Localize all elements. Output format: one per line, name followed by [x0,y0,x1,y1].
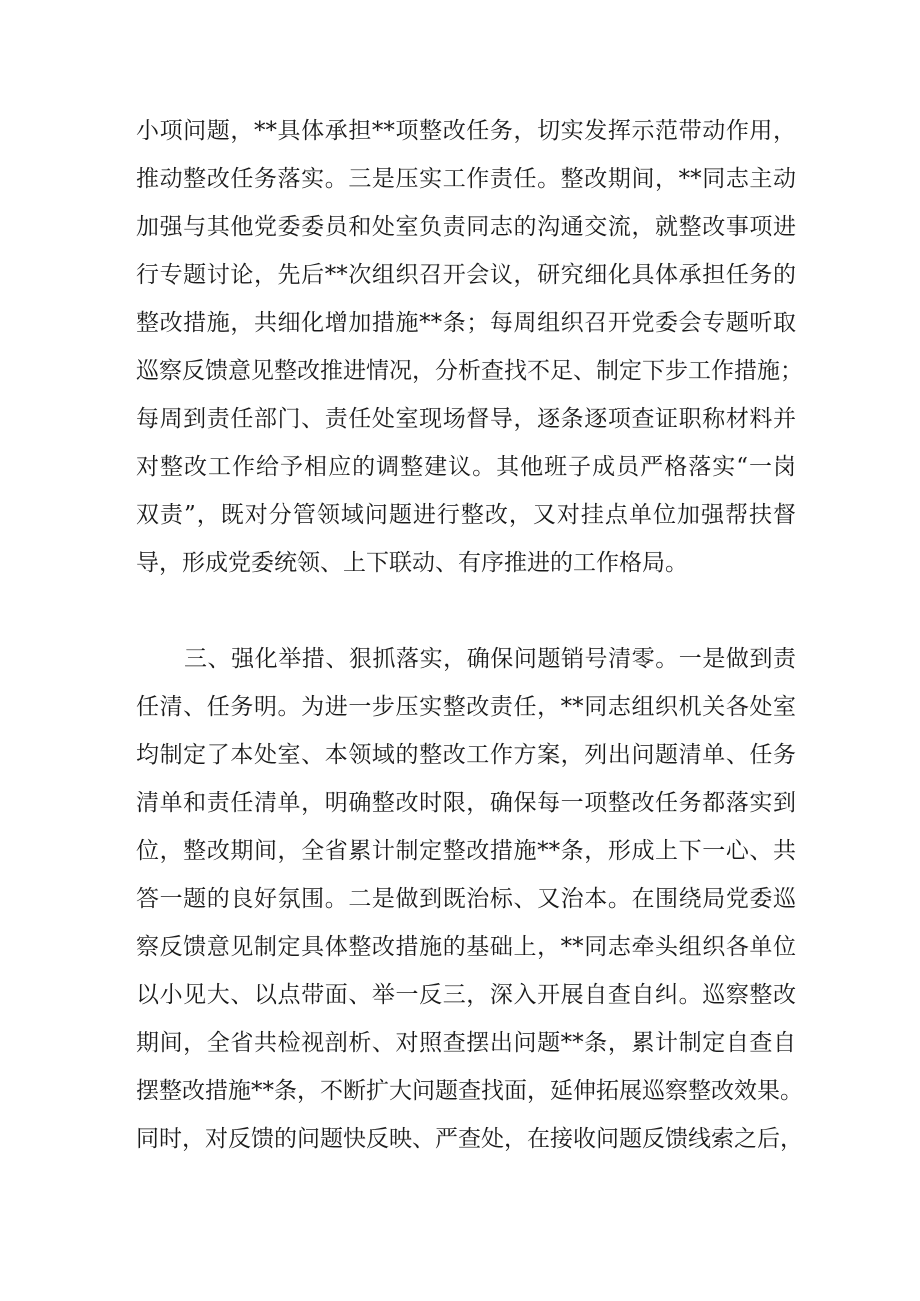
text-line: 导，形成党委统领、上下联动、有序推进的工作格局。 [136,550,688,576]
text-line: 期间，全省共检视剖析、对照查摆出问题**条，累计制定自查自 [136,1030,796,1056]
text-line: 行专题讨论，先后**次组织召开会议，研究细化具体承担任务的 [136,262,796,288]
text-line: 加强与其他党委委员和处室负责同志的沟通交流，就整改事项进 [136,214,796,240]
text-line: 清单和责任清单，明确整改时限，确保每一项整改任务都落实到 [136,790,796,816]
text-line: 巡察反馈意见整改推进情况，分析查找不足、制定下步工作措施； [136,358,803,384]
text-line: 推动整改任务落实。三是压实工作责任。整改期间，**同志主动 [136,166,796,192]
text-line: 察反馈意见制定具体整改措施的基础上，**同志牵头组织各单位 [136,934,796,960]
text-line: 同时，对反馈的问题快反映、严查处，在接收问题反馈线索之后， [136,1126,803,1152]
text-line: 对整改工作给予相应的调整建议。其他班子成员严格落实“一岗 [136,454,796,480]
text-line: 每周到责任部门、责任处室现场督导，逐条逐项查证职称材料并 [136,406,796,432]
text-line: 位，整改期间，全省累计制定整改措施**条，形成上下一心、共 [136,838,796,864]
text-line: 答一题的良好氛围。二是做到既治标、又治本。在围绕局党委巡 [136,886,796,912]
text-line: 摆整改措施**条，不断扩大问题查找面，延伸拓展巡察整改效果。 [136,1078,803,1104]
text-line: 小项问题，**具体承担**项整改任务，切实发挥示范带动作用， [136,118,796,144]
text-line: 双责”，既对分管领域问题进行整改，又对挂点单位加强帮扶督 [136,502,796,528]
text-line: 任清、任务明。为进一步压实整改责任，**同志组织机关各处室 [136,694,796,720]
text-line: 以小见大、以点带面、举一反三，深入开展自查自纠。巡察整改 [136,982,796,1008]
text-line: 整改措施，共细化增加措施**条；每周组织召开党委会专题听取 [136,310,796,336]
text-line: 均制定了本处室、本领域的整改工作方案，列出问题清单、任务 [136,742,796,768]
text-line: 三、强化举措、狠抓落实，确保问题销号清零。一是做到责 [184,646,796,672]
